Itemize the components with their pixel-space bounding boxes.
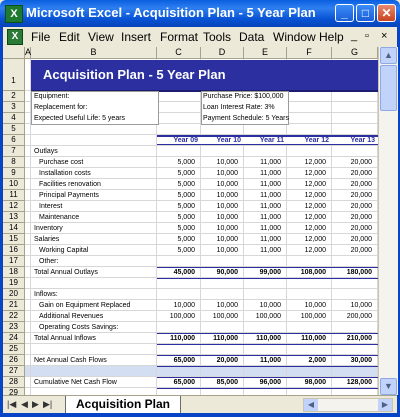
inflows-section-label[interactable]: Inflows:	[34, 291, 58, 298]
scroll-down-button[interactable]: ▼	[380, 378, 397, 395]
row-header[interactable]: 11	[3, 190, 25, 201]
row-header[interactable]: 15	[3, 234, 25, 245]
year-header[interactable]: Year 09	[157, 135, 201, 145]
column-header-b[interactable]: B	[31, 47, 157, 59]
total-outlay-value[interactable]: 99,000	[259, 269, 281, 276]
total-rule	[157, 278, 378, 279]
outlay-item-label[interactable]: Purchase cost	[39, 159, 84, 166]
inflow-item-label[interactable]: Gain on Equipment Replaced	[39, 302, 131, 309]
net-flow-value[interactable]: 30,000	[350, 357, 372, 364]
menu-window[interactable]: Window	[273, 30, 316, 44]
outlay-value[interactable]: 10,000	[216, 203, 238, 210]
row-header[interactable]: 20	[3, 289, 25, 300]
window-title: Microsoft Excel - Acquisition Plan - 5 Year Plan	[26, 5, 316, 20]
outlay-value[interactable]: 10,000	[216, 170, 238, 177]
useful-life-label[interactable]: Expected Useful Life: 5 years	[34, 115, 126, 122]
spreadsheet-grid[interactable]	[3, 47, 378, 395]
outlay-value[interactable]: 12,000	[304, 192, 326, 199]
net-flow-value[interactable]: 20,000	[216, 357, 238, 364]
menu-bar	[3, 27, 397, 48]
outlay-value[interactable]: 12,000	[304, 170, 326, 177]
column-header-e[interactable]: E	[244, 47, 287, 59]
total-inflow-value[interactable]: 110,000	[170, 335, 195, 342]
menu-format[interactable]: Format	[160, 30, 199, 44]
menu-data[interactable]: Data	[239, 30, 265, 44]
year-header[interactable]: Year 12	[287, 135, 332, 145]
row-header[interactable]: 19	[3, 278, 25, 289]
net-flow-value[interactable]: 11,000	[259, 357, 281, 364]
outlay-value[interactable]: 5,000	[177, 181, 195, 188]
outlay-value[interactable]: 11,000	[260, 181, 281, 188]
inflow-value[interactable]: 10,000	[216, 302, 238, 309]
net-flow-value[interactable]: 65,000	[173, 357, 195, 364]
row-header[interactable]: 9	[3, 168, 25, 179]
mdi-restore-button[interactable]: ▫	[365, 30, 369, 42]
net-flows-label[interactable]: Net Annual Cash Flows	[34, 357, 107, 364]
outlays-section-label[interactable]: Outlays	[34, 148, 58, 155]
outlay-value[interactable]: 11,000	[260, 170, 281, 177]
outlay-value[interactable]: 5,000	[177, 203, 195, 210]
interest-rate-label[interactable]: Loan Interest Rate: 3%	[203, 104, 275, 111]
excel-app-icon[interactable]: X	[5, 5, 23, 23]
close-button[interactable]: ✕	[377, 4, 396, 22]
outlay-value[interactable]: 20,000	[350, 225, 372, 232]
total-rule	[157, 388, 378, 389]
outlay-value[interactable]: 10,000	[216, 236, 238, 243]
outlay-value[interactable]: 11,000	[260, 247, 281, 254]
select-all-corner[interactable]	[3, 47, 25, 59]
inflow-value[interactable]: 100,000	[300, 313, 326, 320]
outlay-value[interactable]: 12,000	[304, 181, 326, 188]
row-header[interactable]: 4	[3, 113, 25, 124]
total-outlays-label[interactable]: Total Annual Outlays	[34, 269, 98, 276]
outlay-value[interactable]: 20,000	[350, 170, 372, 177]
outlay-value[interactable]: 12,000	[304, 225, 326, 232]
mdi-minimize-button[interactable]: _	[351, 30, 358, 42]
outlay-value[interactable]: 10,000	[216, 192, 238, 199]
outlay-value[interactable]: 20,000	[350, 181, 372, 188]
inflow-value[interactable]: 10,000	[173, 302, 195, 309]
row-header[interactable]: 27	[3, 366, 25, 377]
title-bar	[0, 0, 400, 27]
outlay-value[interactable]: 11,000	[260, 203, 281, 210]
outlay-value[interactable]: 5,000	[177, 236, 195, 243]
window-frame-bottom	[0, 413, 400, 417]
row-header[interactable]: 5	[3, 124, 25, 135]
menu-help[interactable]: Help	[319, 30, 344, 44]
horizontal-scrollbar[interactable]	[303, 398, 393, 412]
outlay-item-label[interactable]: Installation costs	[39, 170, 91, 177]
outlay-value[interactable]: 12,000	[304, 236, 326, 243]
equipment-label[interactable]: Equipment:	[34, 93, 70, 100]
mdi-close-button[interactable]: ×	[381, 30, 388, 42]
row-header[interactable]: 2	[3, 91, 25, 102]
next-sheet-button[interactable]: ▶	[32, 399, 39, 409]
workbook-icon[interactable]: X	[7, 29, 23, 45]
row-header[interactable]: 12	[3, 201, 25, 212]
year-header[interactable]: Year 11	[244, 135, 287, 145]
row-header[interactable]: 13	[3, 212, 25, 223]
outlay-value[interactable]: 20,000	[350, 192, 372, 199]
outlay-value[interactable]: 5,000	[177, 214, 195, 221]
sheet-tab-acquisition-plan[interactable]: Acquisition Plan	[65, 396, 181, 414]
payment-schedule-label[interactable]: Payment Schedule: 5 Years	[203, 115, 290, 122]
outlay-value[interactable]: 12,000	[304, 214, 326, 221]
total-outlay-value[interactable]: 45,000	[173, 269, 195, 276]
row-header[interactable]: 3	[3, 102, 25, 113]
row-header[interactable]: 18	[3, 267, 25, 278]
outlay-value[interactable]: 11,000	[260, 225, 281, 232]
total-inflows-label[interactable]: Total Annual Inflows	[34, 335, 96, 342]
vertical-scrollbar[interactable]	[378, 47, 398, 395]
outlay-item-label[interactable]: Salaries	[34, 236, 60, 243]
cumulative-value[interactable]: 128,000	[346, 379, 372, 386]
inflow-value[interactable]: 10,000	[259, 302, 281, 309]
outlay-value[interactable]: 20,000	[350, 247, 372, 254]
row-header[interactable]: 8	[3, 157, 25, 168]
inflow-value[interactable]: 100,000	[212, 313, 238, 320]
outlay-value[interactable]: 12,000	[304, 159, 326, 166]
net-flow-value[interactable]: 2,000	[308, 357, 326, 364]
outlay-item-label[interactable]: Working Capital	[39, 247, 89, 254]
row-header[interactable]: 29	[3, 388, 25, 395]
menu-tools[interactable]: Tools	[203, 30, 232, 44]
outlay-item-label[interactable]: Other:	[39, 258, 59, 265]
total-inflow-value[interactable]: 110,000	[256, 335, 281, 342]
year-header[interactable]: Year 10	[201, 135, 244, 145]
outlay-value[interactable]: 5,000	[177, 192, 195, 199]
cumulative-value[interactable]: 85,000	[216, 379, 238, 386]
first-sheet-button[interactable]: |◀	[7, 399, 17, 409]
row-header[interactable]: 17	[3, 256, 25, 267]
outlay-value[interactable]: 11,000	[260, 214, 281, 221]
cumulative-value[interactable]: 65,000	[173, 379, 195, 386]
outlay-value[interactable]: 20,000	[350, 236, 372, 243]
inflow-value[interactable]: 10,000	[304, 302, 326, 309]
outlay-value[interactable]: 12,000	[304, 203, 326, 210]
total-outlay-value[interactable]: 180,000	[346, 269, 372, 276]
sheet-tab-bar	[3, 395, 397, 414]
scroll-right-button[interactable]: ▶	[378, 399, 392, 411]
row-header[interactable]: 21	[3, 300, 25, 311]
total-rule	[157, 366, 378, 367]
year-header[interactable]: Year 13	[332, 135, 378, 145]
replacement-label[interactable]: Replacement for:	[34, 104, 88, 111]
outlay-value[interactable]: 10,000	[216, 225, 238, 232]
cumulative-value[interactable]: 98,000	[304, 379, 326, 386]
sheet-title-banner[interactable]	[31, 60, 378, 92]
outlay-item-label[interactable]: Facilities renovation	[39, 181, 101, 188]
inflow-value[interactable]: 10,000	[350, 302, 372, 309]
total-outlay-value[interactable]: 90,000	[216, 269, 238, 276]
row-header[interactable]: 24	[3, 333, 25, 344]
last-sheet-button[interactable]: ▶|	[43, 399, 53, 409]
row-header[interactable]: 14	[3, 223, 25, 234]
row-header[interactable]: 16	[3, 245, 25, 256]
row-header[interactable]: 22	[3, 311, 25, 322]
total-outlay-value[interactable]: 108,000	[300, 269, 326, 276]
row-header[interactable]: 25	[3, 344, 25, 355]
scroll-up-button[interactable]: ▲	[380, 47, 397, 64]
scroll-left-button[interactable]: ◀	[304, 399, 318, 411]
outlay-value[interactable]: 12,000	[304, 247, 326, 254]
row-header[interactable]: 26	[3, 355, 25, 366]
outlay-value[interactable]: 10,000	[216, 181, 238, 188]
outlay-value[interactable]: 11,000	[260, 159, 281, 166]
row-header[interactable]: 10	[3, 179, 25, 190]
row-header[interactable]: 23	[3, 322, 25, 333]
row-header[interactable]: 1	[3, 59, 25, 91]
inflow-value[interactable]: 100,000	[169, 313, 195, 320]
column-header-f[interactable]: F	[287, 47, 332, 59]
menu-edit[interactable]: Edit	[59, 30, 80, 44]
column-header-g[interactable]: G	[332, 47, 378, 59]
menu-insert[interactable]: Insert	[121, 30, 152, 44]
menu-view[interactable]: View	[88, 30, 114, 44]
inflow-value[interactable]: 200,000	[346, 313, 372, 320]
outlay-value[interactable]: 11,000	[260, 192, 281, 199]
prev-sheet-button[interactable]: ◀	[21, 399, 28, 409]
outlay-value[interactable]: 10,000	[216, 159, 238, 166]
purchase-price-label[interactable]: Purchase Price: $100,000	[203, 93, 284, 100]
menu-file[interactable]: File	[31, 30, 51, 44]
row-header[interactable]: 6	[3, 135, 25, 146]
cumulative-label[interactable]: Cumulative Net Cash Flow	[34, 379, 117, 386]
outlay-value[interactable]: 5,000	[177, 170, 195, 177]
total-inflow-value[interactable]: 210,000	[346, 335, 372, 342]
outlay-item-label[interactable]: Interest	[39, 203, 63, 210]
outlay-item-label[interactable]: Principal Payments	[39, 192, 99, 199]
total-inflow-value[interactable]: 110,000	[213, 335, 238, 342]
inflow-item-label[interactable]: Operating Costs Savings:	[39, 324, 119, 331]
row-header[interactable]: 28	[3, 377, 25, 388]
row-header[interactable]: 7	[3, 146, 25, 157]
column-header-d[interactable]: D	[201, 47, 244, 59]
minimize-button[interactable]: _	[335, 4, 354, 22]
maximize-button[interactable]: □	[356, 4, 375, 22]
inflow-item-label[interactable]: Additional Revenues	[39, 313, 104, 320]
column-header-a[interactable]: A	[25, 47, 32, 57]
scroll-thumb[interactable]	[380, 65, 397, 111]
outlay-value[interactable]: 5,000	[177, 225, 195, 232]
column-header-c[interactable]: C	[157, 47, 201, 59]
outlay-item-label[interactable]: Inventory	[34, 225, 63, 232]
outlay-value[interactable]: 10,000	[216, 214, 238, 221]
outlay-value[interactable]: 20,000	[350, 214, 372, 221]
sheet-title: Acquisition Plan - 5 Year Plan	[43, 67, 226, 82]
outlay-value[interactable]: 20,000	[350, 203, 372, 210]
outlay-value[interactable]: 5,000	[177, 247, 195, 254]
outlay-value[interactable]: 10,000	[216, 247, 238, 254]
outlay-value[interactable]: 11,000	[260, 236, 281, 243]
outlay-item-label[interactable]: Maintenance	[39, 214, 80, 221]
outlay-value[interactable]: 20,000	[350, 159, 372, 166]
inflow-value[interactable]: 100,000	[255, 313, 281, 320]
total-rule	[157, 344, 378, 345]
cumulative-value[interactable]: 96,000	[259, 379, 281, 386]
outlay-value[interactable]: 5,000	[177, 159, 195, 166]
total-inflow-value[interactable]: 110,000	[301, 335, 326, 342]
